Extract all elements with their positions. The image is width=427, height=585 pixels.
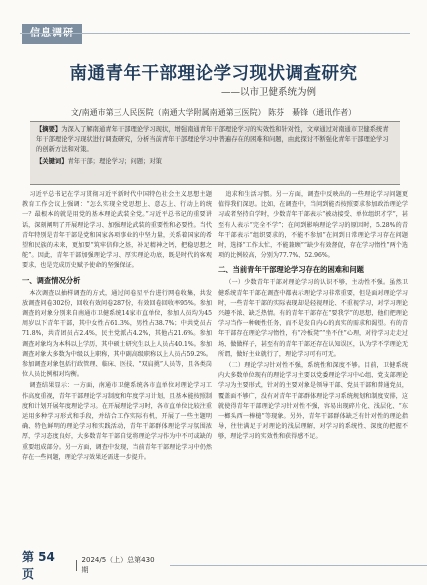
body-paragraph: 调查结果显示：一方面，南通市卫健系统各市直单位对理论学习工作高度重视，青年干部理论学习制度和年度学习计划，且基本能按照制度和计划开展年度理论学习。在开展理论学习时，各市直单位比较注重运用多种学习形式和手段，并结合工作实际有机，开展了一些主题明确、特色鲜明的理论学习和实践活动，青年干部群体理论学习氛围浓厚，学习态度良好，大多数青年干部自觉将理论学习作为中不可或缺的重要组成部分。另一方面，调查中发现，当前青年干部理论学习中仍然存在一些问题，理论学习效果还需进一步提升。	[22, 382, 212, 461]
body-paragraph: 习近平总书记在学习贯彻习近平新时代中国特色社会主义思想主题教育工作会议上强调：“怎么实现全党思想上、意志上、行动上的统一？最根本的就是用党的基本理论武装全党。”习近平总书记的重要讲话，深刻阐明了开展理论学习、加强理论武装的重要性和必要性。当代青年特别是青年干部是党和国家各项事业的中坚力量，关系着国家的希望和民族的未来，更加要“筑牢信仰之基，补足精神之钙，把稳思想之舵”。因此，青年干部加强理论学习、厚实理论功底，既是时代的客观要求，也是完成历史赋予使命的坚强保证。	[22, 191, 212, 270]
footer-divider	[76, 560, 77, 571]
footer-rule	[170, 565, 427, 566]
right-column	[218, 190, 408, 535]
section-heading: 一、调查情况分析	[22, 275, 81, 285]
article-subtitle: ——以市卫健系统为例	[220, 87, 316, 98]
body-paragraph: （一）少数青年干部对理论学习的认识不够，主动性不强。虽然卫健系统青年干部在调查中都表示理论学习非常重要，但是面对理论学习时，一些青年干部的实际表现却是轻视理论、不重视学习，对学习理论兴趣不浓、缺乏热情。有的青年干部存在“要我学”的思想，他们把理论学习当作一种硬性任务，而不是发自内心的真实的需求和渴望。有的青年干部存在理论学习惰性，有“冷板凳”“坐不住”心理，对待学习走走过场、做做样子，甚至有的青年干部还存在认知误区，认为学不学理论无所谓，做好主业就行了，理论学习可有可无。	[218, 279, 408, 358]
keywords-line	[36, 157, 394, 167]
issue-info: 2024/5（上）总第430期	[81, 556, 155, 574]
abstract-label: 【摘要】	[36, 126, 62, 133]
page-number: 第 54 页	[22, 550, 55, 581]
body-paragraph: 本次调查以抽样调查的方式，通过问卷星平台进行网卷收集，共发放调查问卷302份，回收有效问卷287份，有效回卷回收率95%。参加调查的对象分别来自南通市卫健系统14家市直单位，参加人员均为45周岁以下青年干部，其中女性占61.3%，男性占38.7%；中共党员占71.8%，共青团员占2.4%，民主党派占4.2%，其他占21.6%。参加调查对象均为本科以上学历，其中硕士研究生以上人员占40.1%。参加调查对象大多数为中级以上职称，其中副高级职称以上人员占59.2%。参加调查对象包括行政管理、临床、医技、“双肩挑”人员等，且各类岗位人员比例相对均衡。	[22, 289, 212, 379]
section-tag	[22, 24, 82, 44]
article-title: 南通青年干部理论学习现状调查研究	[69, 64, 358, 84]
section-heading: 二、当前青年干部理论学习存在的困难和问题	[218, 265, 364, 275]
keywords-label: 【关键词】	[36, 158, 68, 165]
article-authors: 文/南通市第三人民医院（南通大学附属南通第三医院） 陈芬 綦锋（通讯作者）	[70, 108, 357, 117]
keywords-text: 青年干部；理论学习；问题；对策	[67, 158, 162, 165]
header-rule	[20, 33, 410, 34]
body-paragraph: （二）理论学习针对性不强，系统性和深度不够。目前，卫健系统内大多数单位现有的理论学习主要以党委理论学习中心组、党支部理论学习为主要形式，针对的主要对象是领导干部、党员干部和普通党员，覆盖面不够广，没有对青年干部群体理论学习系统规划和制度安排，这就使得青年干部理论学习针对性不强，容易出现碎片化、浅层化、“东一榔头西一棒槌”等现象。另外，青年干部群体缺乏有针对性的理论指导，往往满足于对理论的浅层理解，对学习的系统性、深度的把握不够，理论学习的实效性和获得感不足。	[218, 362, 408, 441]
left-column	[22, 190, 212, 535]
page-footer	[22, 548, 427, 582]
abstract-box	[30, 121, 400, 185]
abstract-text: 为深入了解南通青年干部理论学习现状，增强南通青年干部理论学习的实效性和针对性，文章通过对南通市卫健系统青年干部理论学习现状进行调查研究，分析当前青年干部理论学习中普遍存在的困难和问题，由此探讨不断强化青年干部理论学习的创新方法和对策。	[36, 126, 389, 153]
body-paragraph: 追求和生活习惯。另一方面，调查中反映出的一些理论学习问题更值得我们深思。比如，在调查中，当问到能否按照要求参加政治理论学习或者坚持自学时，少数青年干部表示“被动接受、单位组织才学”，甚至有人表示“完全不学”；在问到影响理论学习的原因时，5.28%的青年干部表示“组织要求的，不能不参加”在问到日常理论学习存在问题时，选择“工作太忙，不能兼顾”“缺少有效督促，存在学习惰性”两个选项的比例较高，分别为77.7%、52.96%。	[218, 191, 408, 260]
